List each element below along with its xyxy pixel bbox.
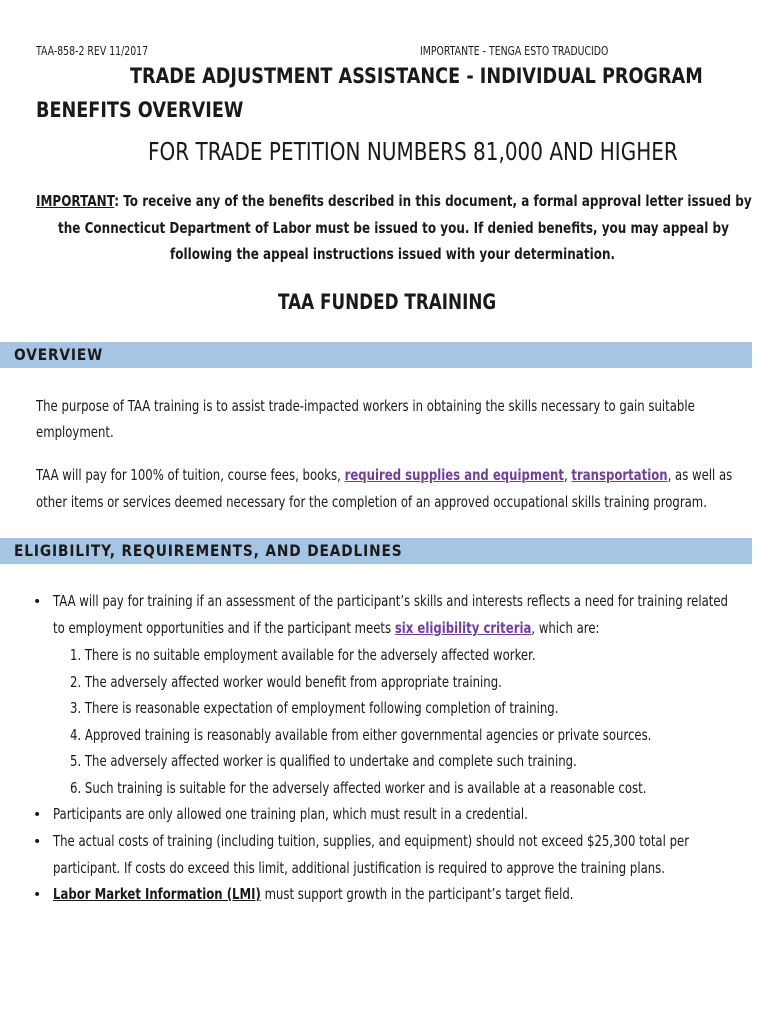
overview-p2-prefix: TAA will pay for 100% of tuition, course fees, books, <box>36 466 345 484</box>
criteria-item <box>70 699 558 717</box>
criteria-number: 5. <box>70 752 82 770</box>
important-notice-line3: following the appeal instructions issued with your determination. <box>170 245 616 263</box>
overview-paragraph1-line1: The purpose of TAA training is to assist trade-impacted workers in obtaining the skills necessary to gain suitable <box>36 397 695 415</box>
important-text: : To receive any of the benefits described in this document, a formal approval letter issued by <box>114 192 752 210</box>
important-notice-line2: the Connecticut Department of Labor must be issued to you. If denied benefits, you may appeal by <box>58 219 729 237</box>
eligibility-bullet4 <box>53 885 573 903</box>
eligibility-bullet1-line2 <box>53 619 599 637</box>
criteria-item <box>70 779 646 797</box>
criteria-item <box>70 673 502 691</box>
translation-note: IMPORTANTE - TENGA ESTO TRADUCIDO <box>420 44 609 58</box>
criteria-item <box>70 646 536 664</box>
form-id: TAA-858-2 REV 11/2017 <box>36 44 149 58</box>
important-label: IMPORTANT <box>36 192 115 210</box>
overview-paragraph1-line2: employment. <box>36 423 114 441</box>
bullet-icon: • <box>33 594 42 610</box>
important-notice-line1 <box>36 192 752 210</box>
overview-heading: OVERVIEW <box>14 345 104 364</box>
bullet1-prefix: to employment opportunities and if the participant meets <box>53 619 395 637</box>
criteria-text: The adversely affected worker would benefit from appropriate training. <box>84 673 502 691</box>
overview-p2-suffix: , as well as <box>667 466 733 484</box>
required-supplies-link[interactable]: required supplies and equipment <box>344 466 564 484</box>
overview-heading-band <box>0 342 752 368</box>
eligibility-bullet2: Participants are only allowed one training plan, which must result in a credential. <box>53 805 528 823</box>
lmi-link[interactable]: Labor Market Information (LMI) <box>53 885 261 903</box>
criteria-text: Such training is suitable for the adversely affected worker and is available at a reasonable cost. <box>84 779 647 797</box>
criteria-text: The adversely affected worker is qualified to undertake and complete such training. <box>84 752 577 770</box>
overview-p2-sep: , <box>563 466 572 484</box>
eligibility-heading-band <box>0 538 752 564</box>
eligibility-heading: ELIGIBILITY, REQUIREMENTS, AND DEADLINES <box>14 541 403 560</box>
bullet4-rest: must support growth in the participant’s target field. <box>260 885 574 903</box>
overview-paragraph2-line1 <box>36 466 732 484</box>
eligibility-bullet1-line1: TAA will pay for training if an assessment of the participant’s skills and interests reflects a need for training related <box>53 592 728 610</box>
bullet-icon: • <box>33 887 42 903</box>
criteria-number: 4. <box>70 726 82 744</box>
criteria-item <box>70 726 651 744</box>
criteria-text: Approved training is reasonably available from either governmental agencies or private sources. <box>84 726 652 744</box>
six-eligibility-criteria-link[interactable]: six eligibility criteria <box>394 619 532 637</box>
bullet-icon: • <box>33 807 42 823</box>
document-subtitle: FOR TRADE PETITION NUMBERS 81,000 AND HIGHER <box>148 137 678 166</box>
section-title: TAA FUNDED TRAINING <box>278 290 497 314</box>
criteria-text: There is no suitable employment available for the adversely affected worker. <box>84 646 536 664</box>
criteria-text: There is reasonable expectation of employment following completion of training. <box>84 699 559 717</box>
criteria-number: 6. <box>70 779 82 797</box>
document-title-line2: BENEFITS OVERVIEW <box>36 98 244 122</box>
criteria-number: 1. <box>70 646 82 664</box>
document-title-line1: TRADE ADJUSTMENT ASSISTANCE - INDIVIDUAL PROGRAM <box>130 64 703 88</box>
eligibility-bullet3-line1: The actual costs of training (including tuition, supplies, and equipment) should not exceed $25,300 total per <box>53 832 690 850</box>
criteria-item <box>70 752 577 770</box>
bullet1-suffix: , which are: <box>531 619 600 637</box>
criteria-number: 3. <box>70 699 82 717</box>
overview-paragraph2-line2: other items or services deemed necessary for the completion of an approved occupational skills training program. <box>36 493 707 511</box>
eligibility-bullet3-line2: participant. If costs do exceed this limit, additional justification is required to approve the training plans. <box>53 859 665 877</box>
transportation-link[interactable]: transportation <box>571 466 668 484</box>
bullet-icon: • <box>33 834 42 850</box>
criteria-number: 2. <box>70 673 82 691</box>
